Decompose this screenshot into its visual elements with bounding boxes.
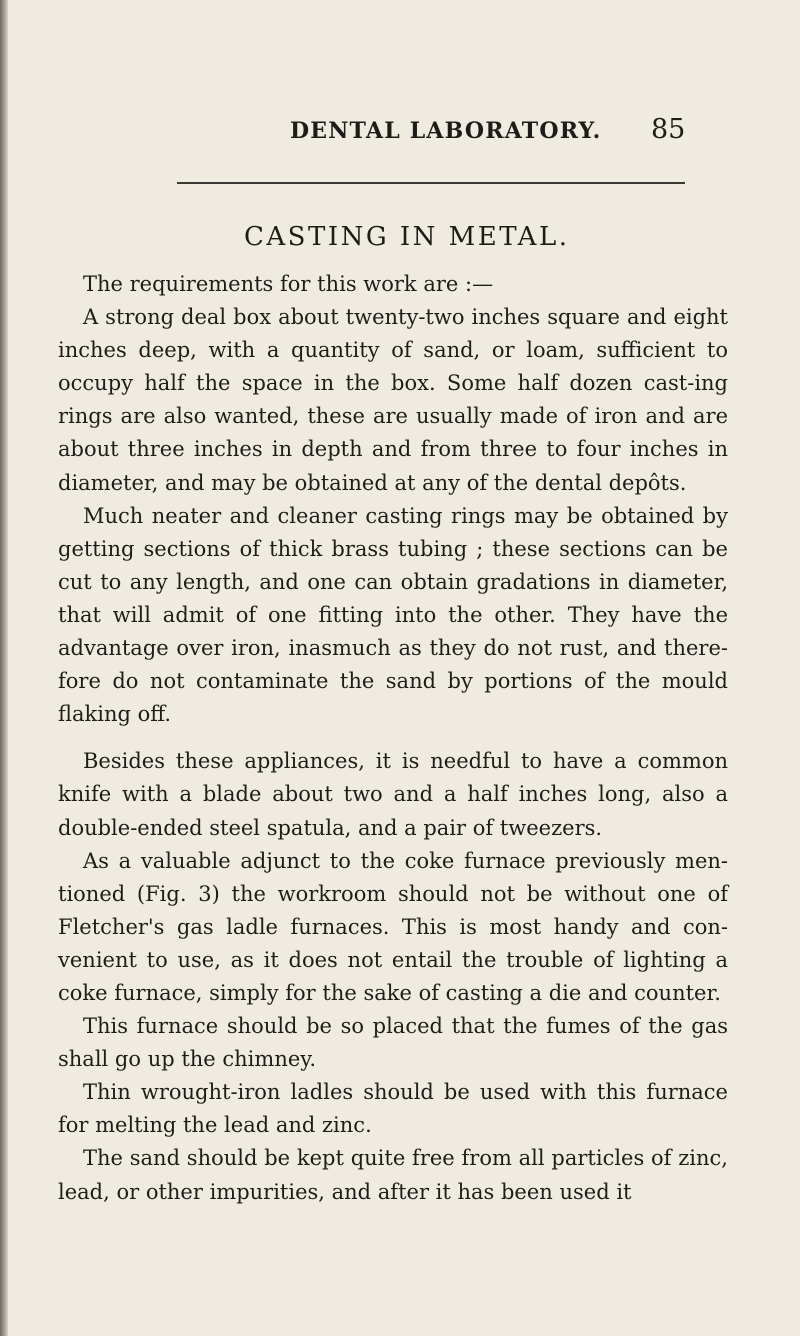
- paragraph-fumes: This furnace should be so placed that the fumes of the gas shall go up the chimney.: [58, 1014, 728, 1072]
- paragraph-box: A strong deal box about twenty-two inches square and eight inches deep, with a quantity of sand, or loam, sufficient to occupy half the space in the box. Some half dozen cast-ing rings are also wanted, these are usually made of iron and are about three inches in depth and from three to four inches in diameter, and may be obtained at any of the dental depôts.: [58, 305, 728, 495]
- paragraph-furnace: As a valuable adjunct to the coke furnace previously men-tioned (Fig. 3) the workroom should not be without one of Fletcher's gas ladle furnaces. This is most handy and con-venient to use, as it does not entail the trouble of lighting a coke furnace, simply for the sake of casting a die and counter.: [58, 848, 728, 1005]
- paragraph-appliances: Besides these appliances, it is needful to have a common knife with a blade about two and a half inches long, also a double-ended steel spatula, and a pair of tweezers.: [58, 749, 728, 840]
- paragraph-ladles: Thin wrought-iron ladles should be used with this furnace for melting the lead and zinc.: [58, 1080, 728, 1138]
- section-title: CASTING IN METAL.: [244, 222, 570, 252]
- running-head: [0, 114, 800, 158]
- page-gutter: [0, 0, 8, 1336]
- body-text: [58, 268, 728, 1209]
- paragraph-sand: The sand should be kept quite free from all particles of zinc, lead, or other impurities, and after it has been used it: [58, 1146, 728, 1204]
- paragraph-intro: The requirements for this work are :—: [83, 272, 494, 296]
- paragraph-rings: Much neater and cleaner casting rings may be obtained by getting sections of thick brass tubing ; these sections can be cut to any length, and one can obtain gradations in diameter, that will admit of one fitting into the other. They have the advantage over iron, inasmuch as they do not rust, and there-fore do not contaminate the sand by portions of the mould flaking off.: [58, 503, 728, 727]
- header-rule: [177, 182, 685, 184]
- running-title: DENTAL LABORATORY.: [290, 118, 602, 144]
- page-number: 85: [651, 114, 686, 145]
